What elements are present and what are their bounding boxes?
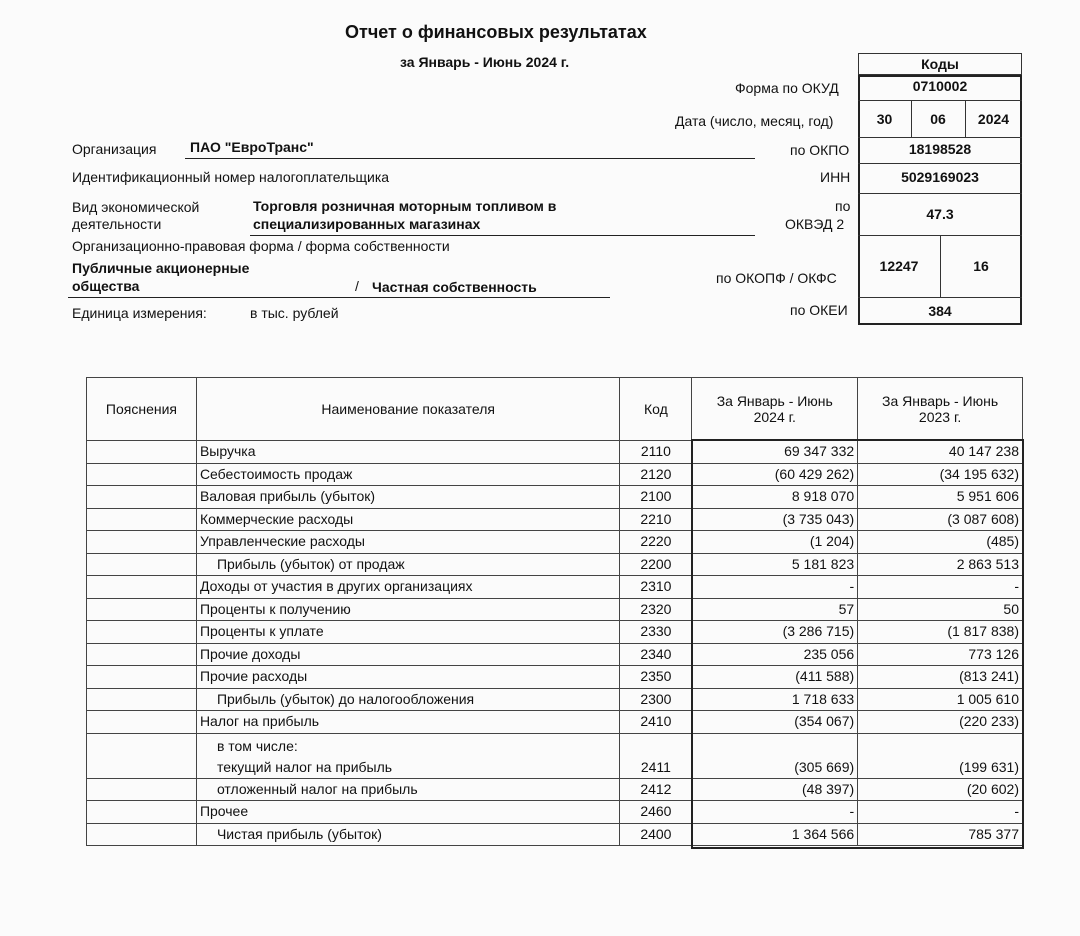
row-code: 2410: [620, 711, 692, 734]
row-current: 1 364 566: [692, 823, 858, 846]
row-previous: -: [858, 801, 1023, 824]
row-current: (3 735 043): [692, 508, 858, 531]
row-current: (354 067): [692, 711, 858, 734]
col-current-header-line-2: 2024 г.: [753, 409, 796, 425]
row-previous: (813 241): [858, 666, 1023, 689]
row-current: (60 429 262): [692, 463, 858, 486]
col-notes-header: Пояснения: [87, 378, 197, 441]
legal-form-label: Организационно-правовая форма / форма собственности: [72, 238, 450, 254]
ownership-form: Частная собственность: [372, 279, 537, 295]
table-row: [87, 733, 1023, 778]
codes-block: [858, 53, 1022, 324]
row-name: Прочие доходы: [196, 643, 620, 666]
row-name: Прибыль (убыток) от продаж: [196, 553, 620, 576]
row-previous: (199 631): [858, 733, 1023, 778]
row-code: 2411: [620, 733, 692, 778]
row-name: Прибыль (убыток) до налогообложения: [196, 688, 620, 711]
row-previous: 785 377: [858, 823, 1023, 846]
row-current: 5 181 823: [692, 553, 858, 576]
col-previous-header-line-1: За Январь - Июнь: [882, 393, 999, 409]
row-code: 2200: [620, 553, 692, 576]
activity-label-1: Вид экономической: [72, 199, 200, 215]
okei-value: 384: [928, 303, 952, 319]
row-current: (411 588): [692, 666, 858, 689]
row-code: 2340: [620, 643, 692, 666]
taxpayer-id-label: Идентификационный номер налогоплательщика: [72, 169, 390, 185]
row-name: Доходы от участия в других организациях: [196, 576, 620, 599]
row-current: 235 056: [692, 643, 858, 666]
activity-label-2: деятельности: [72, 216, 162, 232]
row-code: 2320: [620, 598, 692, 621]
row-current: (1 204): [692, 531, 858, 554]
table-row: [87, 508, 1023, 531]
row-previous: 50: [858, 598, 1023, 621]
col-current-header-line-1: За Январь - Июнь: [716, 393, 833, 409]
activity-line-2: специализированных магазинах: [253, 216, 481, 232]
okpo-value: 18198528: [908, 141, 972, 157]
page-title: Отчет о финансовых результатах: [345, 22, 647, 42]
row-name: Прочее: [196, 801, 620, 824]
table-row: [87, 598, 1023, 621]
okfs-value: 16: [973, 258, 989, 274]
row-name: Себестоимость продаж: [196, 463, 620, 486]
codes-header: Коды: [858, 53, 1022, 75]
col-previous-header: [858, 378, 1023, 441]
row-name: Управленческие расходы: [196, 531, 620, 554]
row-code: 2210: [620, 508, 692, 531]
row-name: Проценты к получению: [196, 598, 620, 621]
col-current-header: [692, 378, 858, 441]
row-name-main: текущий налог на прибыль: [216, 758, 393, 775]
row-name: отложенный налог на прибыль: [196, 778, 620, 801]
row-code: 2120: [620, 463, 692, 486]
date-year: 2024: [977, 111, 1010, 127]
okved-label-2: ОКВЭД 2: [785, 216, 845, 232]
col-code-header: Код: [620, 378, 692, 441]
table-row: [87, 711, 1023, 734]
row-previous: (3 087 608): [858, 508, 1023, 531]
row-previous: (220 233): [858, 711, 1023, 734]
row-code: 2330: [620, 621, 692, 644]
row-name: Валовая прибыль (убыток): [196, 486, 620, 509]
row-previous: (34 195 632): [858, 463, 1023, 486]
row-code: 2412: [620, 778, 692, 801]
unit-value: в тыс. рублей: [250, 305, 339, 321]
row-previous: 40 147 238: [858, 441, 1023, 464]
inn-value: 5029169023: [901, 169, 979, 185]
legal-form-line-2: общества: [72, 278, 140, 294]
okved-value: 47.3: [926, 206, 954, 222]
row-code: 2220: [620, 531, 692, 554]
table-row: [87, 688, 1023, 711]
row-code: 2310: [620, 576, 692, 599]
row-current: -: [692, 576, 858, 599]
table-row: [87, 801, 1023, 824]
row-current: -: [692, 801, 858, 824]
row-current: (3 286 715): [692, 621, 858, 644]
okei-label: по ОКЕИ: [790, 302, 848, 318]
table-row: [87, 531, 1023, 554]
table-row: [87, 666, 1023, 689]
table-row: [87, 463, 1023, 486]
row-name: Коммерческие расходы: [196, 508, 620, 531]
table-row: [87, 441, 1023, 464]
row-current: 8 918 070: [692, 486, 858, 509]
row-name: Налог на прибыль: [196, 711, 620, 734]
row-name: Чистая прибыль (убыток): [196, 823, 620, 846]
legal-form-line-1: Публичные акционерные: [72, 260, 250, 276]
okud-label: Форма по ОКУД: [735, 80, 839, 96]
row-previous: 773 126: [858, 643, 1023, 666]
okpo-label: по ОКПО: [790, 142, 850, 158]
row-previous: (485): [858, 531, 1023, 554]
inn-code-label: ИНН: [820, 169, 851, 185]
org-label: Организация: [72, 141, 157, 157]
report-period: за Январь - Июнь 2024 г.: [400, 54, 570, 70]
table-row: [87, 576, 1023, 599]
activity-line-1: Торговля розничная моторным топливом в: [253, 198, 557, 214]
table-row: [87, 778, 1023, 801]
row-previous: (1 817 838): [858, 621, 1023, 644]
row-code: 2300: [620, 688, 692, 711]
okud-value: 0710002: [912, 78, 968, 94]
row-previous: (20 602): [858, 778, 1023, 801]
table-row: [87, 621, 1023, 644]
date-day: 30: [876, 111, 893, 127]
table-row: [87, 553, 1023, 576]
financial-table: [86, 377, 1023, 846]
row-previous: -: [858, 576, 1023, 599]
row-name: [196, 733, 620, 778]
okopf-label: по ОКОПФ / ОКФС: [716, 270, 837, 286]
table-row: [87, 823, 1023, 846]
okved-label-1: по: [835, 198, 851, 214]
okopf-value: 12247: [879, 258, 919, 274]
row-current: (48 397): [692, 778, 858, 801]
row-code: 2100: [620, 486, 692, 509]
table-row: [87, 643, 1023, 666]
col-previous-header-line-2: 2023 г.: [918, 409, 962, 425]
row-previous: 5 951 606: [858, 486, 1023, 509]
row-current: 57: [692, 598, 858, 621]
row-code: 2110: [620, 441, 692, 464]
date-month: 06: [930, 111, 946, 127]
legal-form-slash: /: [355, 278, 359, 294]
row-name: Выручка: [196, 441, 620, 464]
date-label: Дата (число, месяц, год): [675, 113, 834, 129]
org-name: ПАО "ЕвроТранс": [190, 139, 314, 155]
row-name: Прочие расходы: [196, 666, 620, 689]
row-previous: 2 863 513: [858, 553, 1023, 576]
row-previous: 1 005 610: [858, 688, 1023, 711]
table-header-row: [87, 378, 1023, 441]
col-name-header: Наименование показателя: [196, 378, 620, 441]
table-row: [87, 486, 1023, 509]
row-code: 2460: [620, 801, 692, 824]
row-current: 1 718 633: [692, 688, 858, 711]
row-current: (305 669): [692, 733, 858, 778]
row-name: Проценты к уплате: [196, 621, 620, 644]
row-current: 69 347 332: [692, 441, 858, 464]
unit-label: Единица измерения:: [72, 305, 207, 321]
row-code: 2400: [620, 823, 692, 846]
row-code: 2350: [620, 666, 692, 689]
row-name-prefix: в том числе:: [216, 737, 298, 754]
